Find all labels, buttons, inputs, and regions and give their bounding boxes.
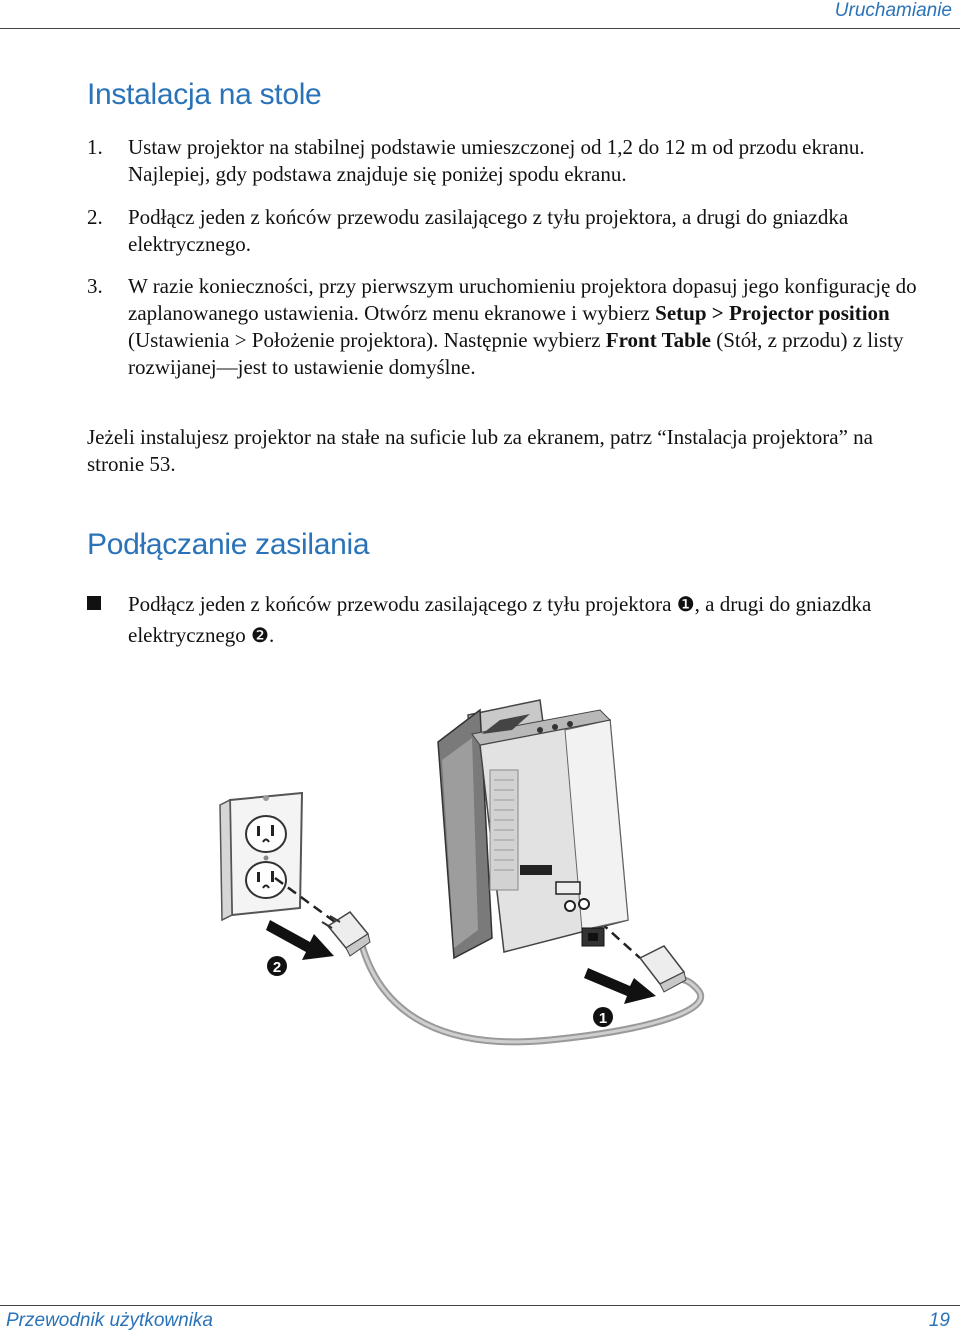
power-text-a: Podłącz jeden z końców przewodu zasilającego z tyłu projektora <box>128 592 677 616</box>
footer-rule <box>0 1305 960 1306</box>
page-number: 19 <box>928 1310 950 1331</box>
step-1 <box>87 134 927 188</box>
projector-plug-icon <box>640 946 686 992</box>
section-heading-power: Podłączanie zasilania <box>87 528 370 561</box>
projector-icon <box>438 700 628 958</box>
step-2 <box>87 204 927 258</box>
header-rule <box>0 28 960 29</box>
callout-1-label: 1 <box>598 1010 608 1027</box>
step-number: 3. <box>87 274 103 298</box>
callout-2-icon: ❷ <box>251 623 269 647</box>
arrow-to-outlet-icon <box>266 920 334 960</box>
wall-outlet-icon <box>220 793 302 920</box>
arrow-to-projector-icon <box>584 968 656 1004</box>
step-3 <box>87 273 927 381</box>
section-heading-table-install: Instalacja na stole <box>87 78 322 111</box>
power-connection-illustration <box>210 690 730 1070</box>
power-text-b: , a drugi do gniazdka elektrycznego <box>128 592 872 647</box>
callout-1-icon: ❶ <box>676 592 695 616</box>
option-front-table: Front Table <box>605 328 711 352</box>
bullet-square-icon <box>87 596 101 610</box>
footer-doc-title: Przewodnik użytkownika <box>6 1310 213 1331</box>
callout-1-marker <box>593 1007 613 1027</box>
step-text <box>128 273 927 381</box>
power-text-c: . <box>268 623 275 647</box>
ceiling-install-note: Jeżeli instalujesz projektor na stałe na suficie lub za ekranem, patrz “Instalacja projektora” na stronie 53. <box>87 425 873 476</box>
step-3-text-c: (Stół, z przodu) z listy rozwijanej—jest to ustawienie domyślne. <box>128 328 904 379</box>
running-head: Uruchamianie <box>834 0 952 21</box>
step-number: 2. <box>87 205 103 229</box>
step-number: 1. <box>87 135 103 159</box>
step-3-text-b: (Ustawienia > Położenie projektora). Następnie wybierz <box>128 328 606 352</box>
power-bullet-text <box>128 589 938 651</box>
step-3-text-a: W razie konieczności, przy pierwszym uruchomieniu projektora dopasuj jego konfigurację do zaplanowanego ustawienia. Otwórz menu ekranowe i wybierz <box>128 274 917 325</box>
menu-path-setup: Setup > Projector position <box>655 301 890 325</box>
step-text: Ustaw projektor na stabilnej podstawie umieszczonej od 1,2 do 12 m od przodu ekranu. Najlepiej, gdy podstawa znajduje się poniżej spodu ekranu. <box>128 135 865 186</box>
callout-2-marker <box>267 956 287 976</box>
callout-2-label: 2 <box>272 959 282 976</box>
step-text: Podłącz jeden z końców przewodu zasilającego z tyłu projektora, a drugi do gniazdka elektrycznego. <box>128 205 849 256</box>
